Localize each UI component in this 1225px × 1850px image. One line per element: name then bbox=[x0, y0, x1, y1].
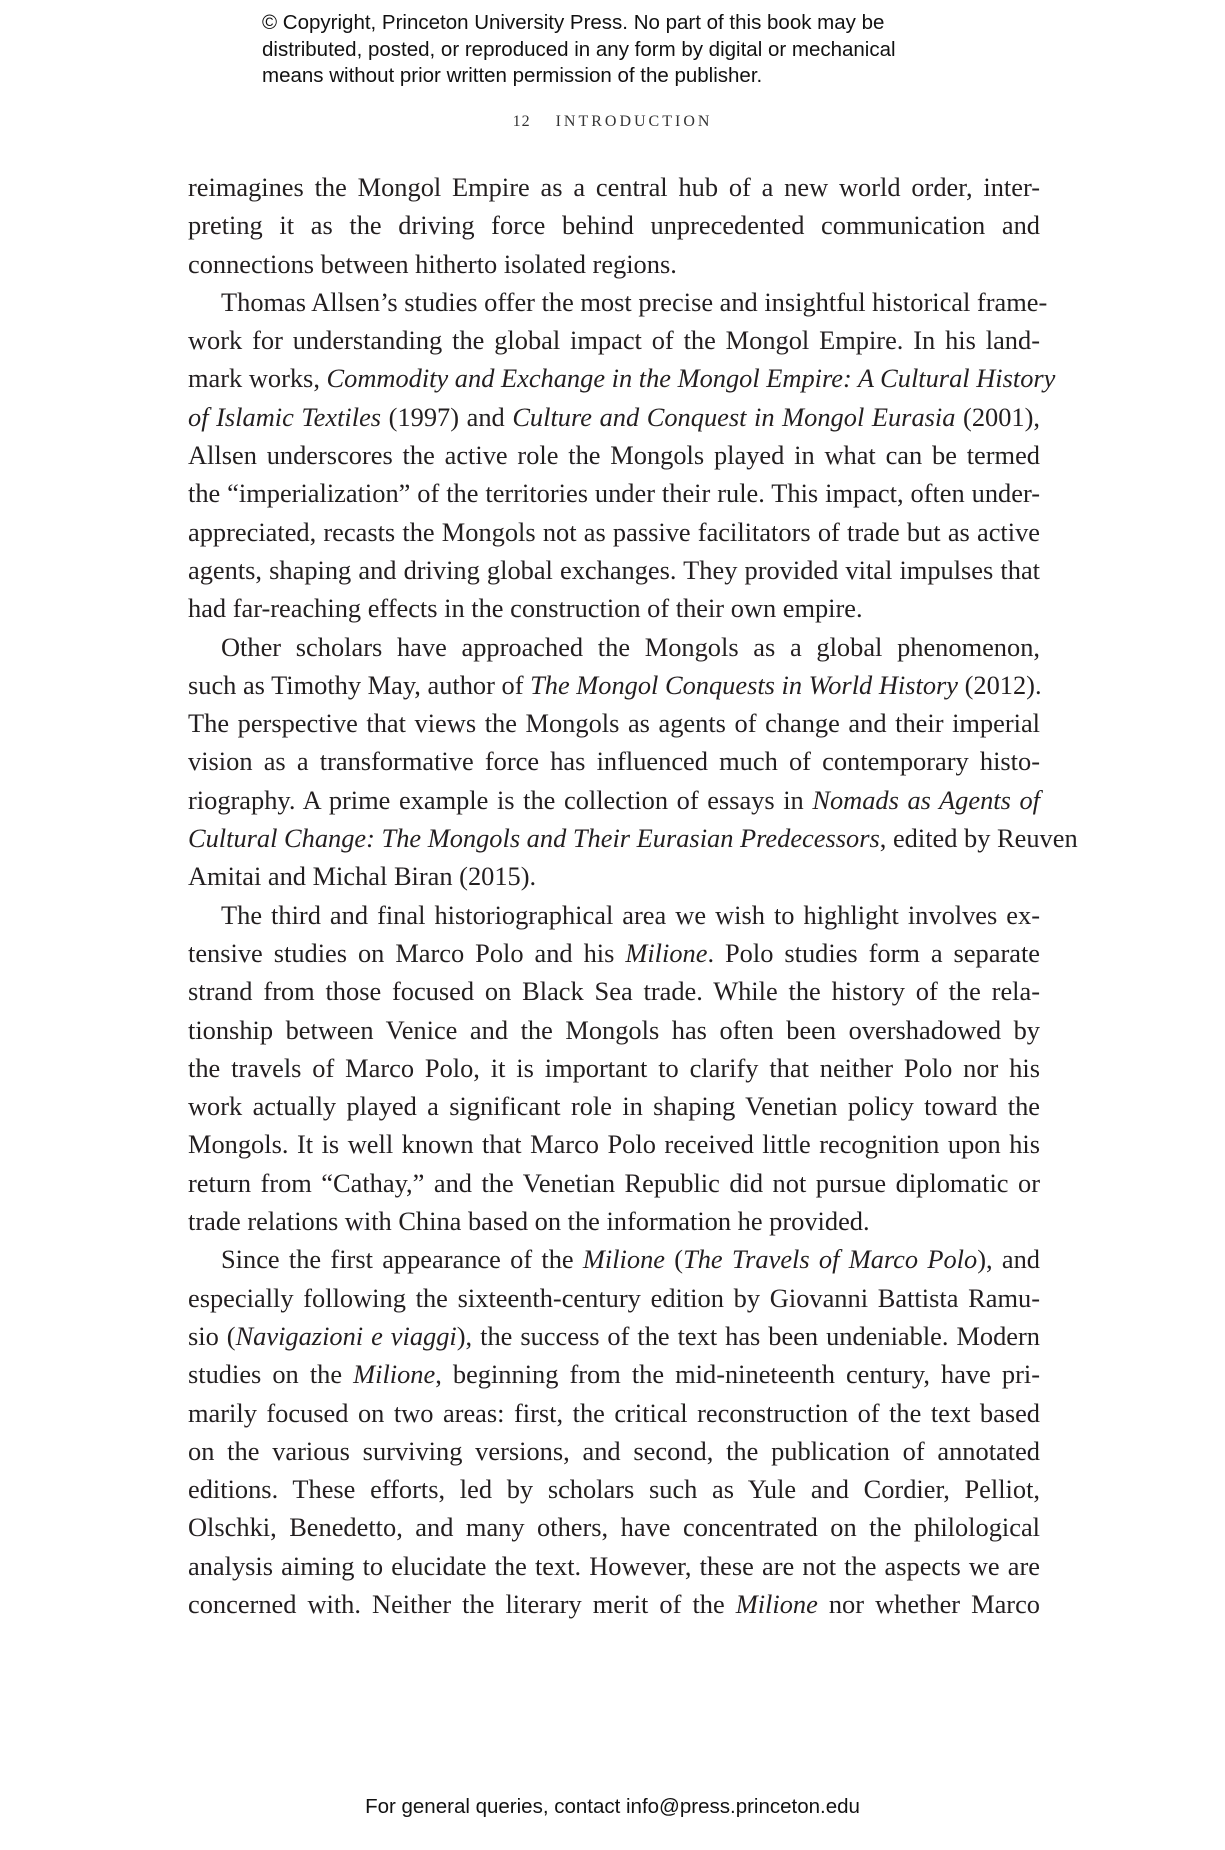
text-line: such as Timothy May, author of The Mongol Conquests in World History (2012). bbox=[188, 669, 1042, 700]
text-line: Other scholars have approached the Mongols as a global phenomenon, bbox=[221, 631, 1040, 662]
text-line: tensive studies on Marco Polo and his Milione. Polo studies form a separate bbox=[188, 937, 1040, 968]
text-line: strand from those focused on Black Sea trade. While the history of the rela- bbox=[188, 976, 1040, 1007]
text-line: analysis aiming to elucidate the text. However, these are not the aspects we are bbox=[188, 1550, 1040, 1581]
text-line: Olschki, Benedetto, and many others, have concentrated on the philological bbox=[188, 1512, 1040, 1543]
text-line: Cultural Change: The Mongols and Their Eurasian Predecessors, edited by Reuven bbox=[188, 823, 1078, 854]
text-line: reimagines the Mongol Empire as a central hub of a new world order, inter- bbox=[188, 172, 1040, 202]
copyright-line: distributed, posted, or reproduced in any form by digital or mechanical bbox=[262, 37, 896, 61]
copyright-line: © Copyright, Princeton University Press. No part of this book may be bbox=[262, 11, 885, 34]
text-line: Amitai and Michal Biran (2015). bbox=[188, 861, 537, 892]
chapter-title: INTRODUCTION bbox=[555, 113, 713, 130]
text-line: work for understanding the global impact of the Mongol Empire. In his land- bbox=[188, 325, 1040, 356]
text-line: vision as a transformative force has influenced much of contemporary histo- bbox=[188, 746, 1040, 777]
text-line: concerned with. Neither the literary merit of the Milione nor whether Marco bbox=[188, 1588, 1040, 1619]
text-line: preting it as the driving force behind unprecedented communication and bbox=[188, 210, 1040, 241]
text-line: Allsen underscores the active role the Mongols played in what can be termed bbox=[188, 440, 1040, 471]
text-line: The third and final historiographical area we wish to highlight involves ex- bbox=[221, 899, 1040, 930]
text-line: especially following the sixteenth-century edition by Giovanni Battista Ramu- bbox=[188, 1282, 1040, 1313]
text-line: tionship between Venice and the Mongols has often been overshadowed by bbox=[188, 1014, 1040, 1045]
text-line: trade relations with China based on the information he provided. bbox=[188, 1206, 870, 1237]
body-text bbox=[188, 168, 1078, 1623]
text-line: work actually played a significant role in shaping Venetian policy toward the bbox=[188, 1091, 1040, 1122]
text-line: appreciated, recasts the Mongols not as passive facilitators of trade but as active bbox=[188, 516, 1040, 547]
text-line: Thomas Allsen’s studies offer the most precise and insightful historical frame- bbox=[221, 286, 1048, 317]
text-line: the “imperialization” of the territories under their rule. This impact, often under- bbox=[188, 478, 1040, 509]
text-line: had far-reaching effects in the construction of their own empire. bbox=[188, 593, 863, 624]
text-line: editions. These efforts, led by scholars such as Yule and Cordier, Pelliot, bbox=[188, 1474, 1040, 1505]
text-line: connections between hitherto isolated regions. bbox=[188, 248, 677, 279]
page-number: 12 bbox=[512, 113, 531, 130]
text-line: agents, shaping and driving global exchanges. They provided vital impulses that bbox=[188, 554, 1040, 585]
text-line: The perspective that views the Mongols as agents of change and their imperial bbox=[188, 708, 1040, 739]
text-line: studies on the Milione, beginning from the mid-nineteenth century, have pri- bbox=[188, 1359, 1041, 1390]
footer-contact: For general queries, contact info@press.princeton.edu bbox=[365, 1795, 860, 1818]
text-line: of Islamic Textiles (1997) and Culture and Conquest in Mongol Eurasia (2001), bbox=[188, 401, 1041, 432]
text-line: mark works, Commodity and Exchange in the Mongol Empire: A Cultural History bbox=[188, 363, 1056, 394]
copyright-notice bbox=[262, 10, 1022, 90]
text-line: the travels of Marco Polo, it is important to clarify that neither Polo nor his bbox=[188, 1052, 1040, 1083]
text-line: return from “Cathay,” and the Venetian Republic did not pursue diplomatic or bbox=[188, 1167, 1040, 1198]
text-line: sio (Navigazioni e viaggi), the success of the text has been undeniable. Modern bbox=[188, 1320, 1040, 1351]
text-line: riography. A prime example is the collection of essays in Nomads as Agents of bbox=[188, 784, 1040, 815]
text-line: Mongols. It is well known that Marco Polo received little recognition upon his bbox=[188, 1129, 1040, 1160]
copyright-line: means without prior written permission of the publisher. bbox=[262, 64, 763, 87]
text-line: Since the first appearance of the Milione (The Travels of Marco Polo), and bbox=[221, 1244, 1040, 1275]
text-line: on the various surviving versions, and second, the publication of annotated bbox=[188, 1435, 1040, 1466]
running-head bbox=[0, 113, 1225, 131]
text-line: marily focused on two areas: first, the critical reconstruction of the text based bbox=[188, 1397, 1040, 1428]
